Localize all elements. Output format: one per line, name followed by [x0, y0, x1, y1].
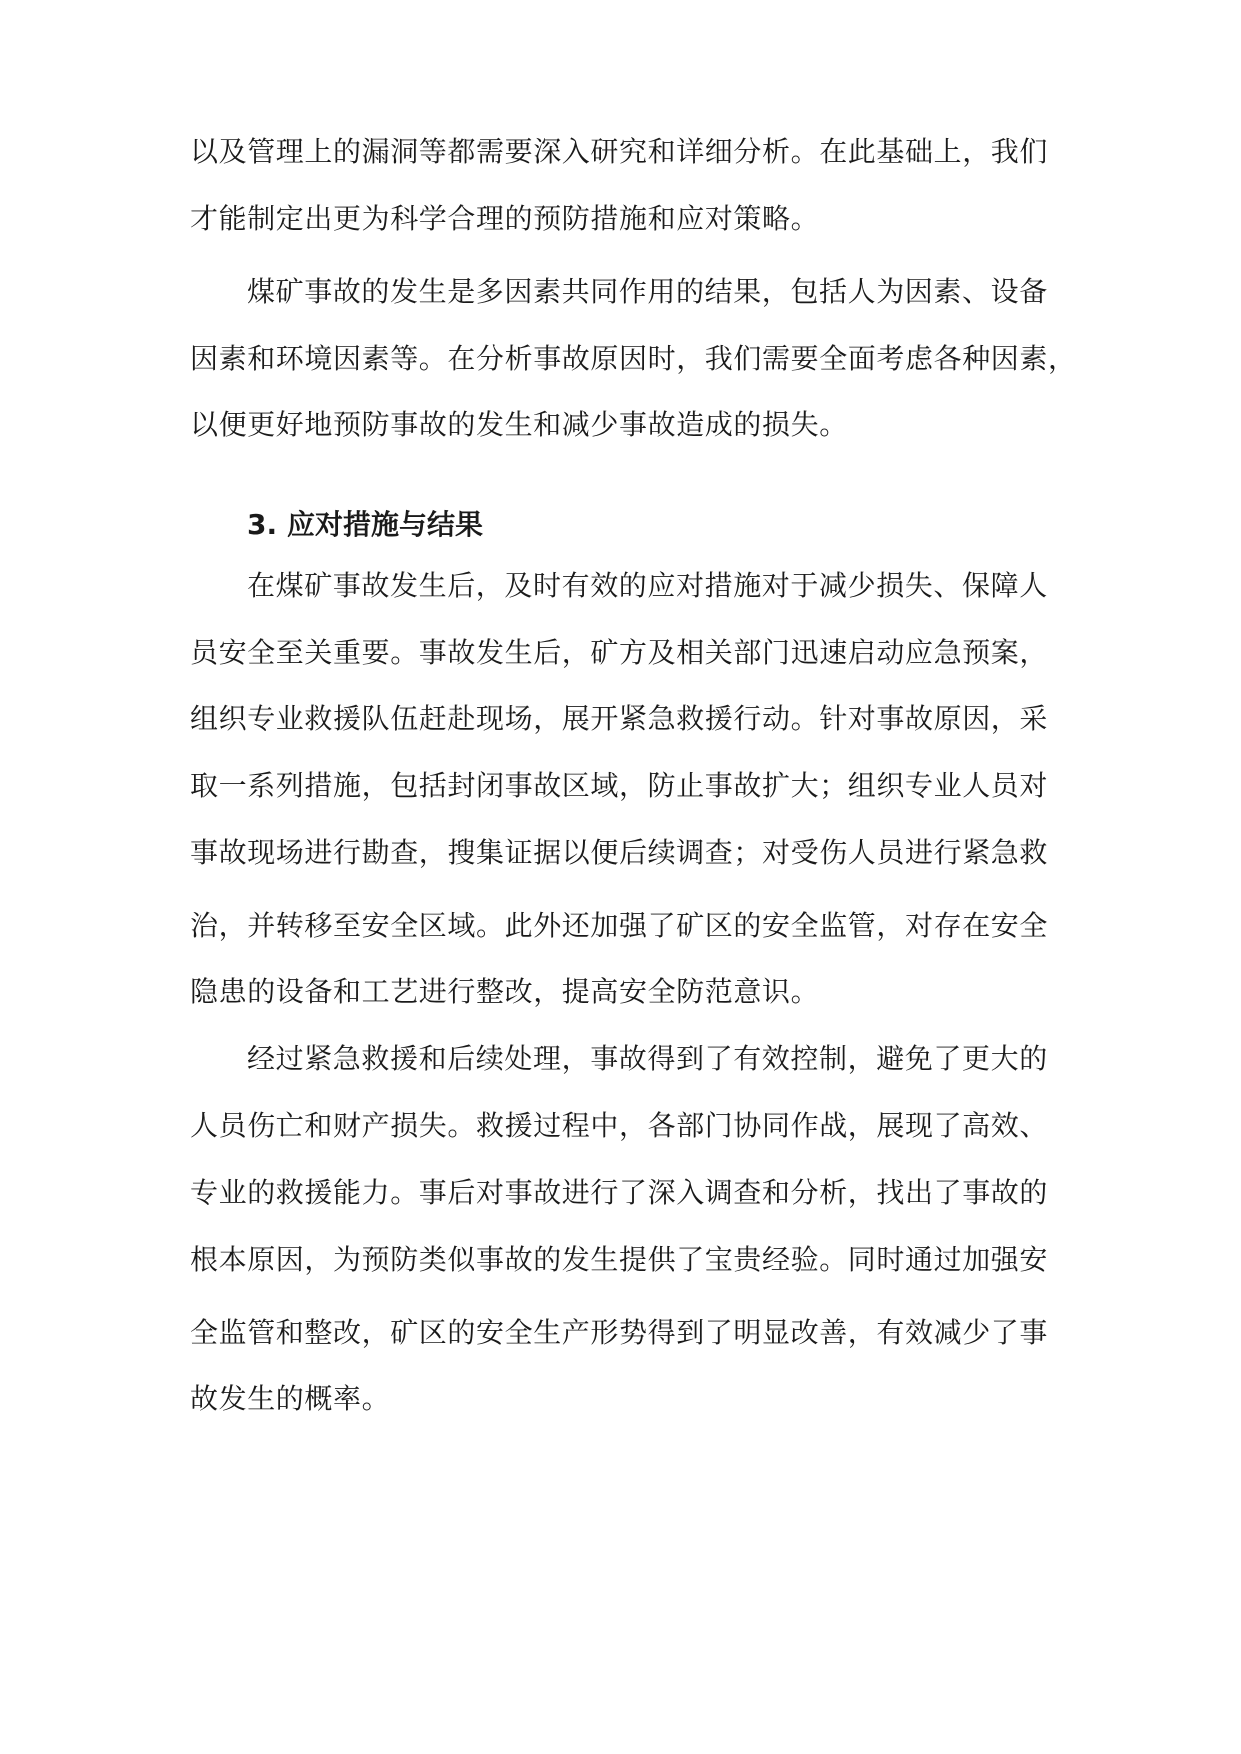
paragraph-2-line-1: 煤矿事故的发生是多因素共同作用的结果，包括人为因素、设备 — [247, 275, 1048, 308]
paragraph-2-line-2: 因素和环境因素等。在分析事故原因时，我们需要全面考虑各种因素， — [190, 342, 1077, 375]
section-paragraph-2-line-5: 全监管和整改，矿区的安全生产形势得到了明显改善，有效减少了事 — [190, 1316, 1049, 1349]
section-paragraph-1-line-3: 组织专业救援队伍赶赴现场，展开紧急救援行动。针对事故原因，采 — [190, 702, 1049, 735]
section-paragraph-2-line-6: 故发生的概率。 — [190, 1382, 391, 1415]
section-paragraph-2-line-3: 专业的救援能力。事后对事故进行了深入调查和分析，找出了事故的 — [190, 1176, 1049, 1209]
section-heading — [247, 505, 483, 545]
section-title: 应对措施与结果 — [287, 508, 484, 541]
section-paragraph-1-line-6: 治，并转移至安全区域。此外还加强了矿区的安全监管，对存在安全 — [190, 909, 1049, 942]
paragraph-1-line-1: 以及管理上的漏洞等都需要深入研究和详细分析。在此基础上，我们 — [190, 135, 1049, 168]
section-paragraph-1-line-5: 事故现场进行勘查，搜集证据以便后续调查；对受伤人员进行紧急救 — [190, 836, 1049, 869]
section-paragraph-2-line-2: 人员伤亡和财产损失。救援过程中，各部门协同作战，展现了高效、 — [190, 1109, 1049, 1142]
paragraph-2-line-3: 以便更好地预防事故的发生和减少事故造成的损失。 — [190, 408, 848, 441]
section-paragraph-1-line-4: 取一系列措施，包括封闭事故区域，防止事故扩大；组织专业人员对 — [190, 769, 1049, 802]
section-number: 3. — [247, 508, 278, 541]
section-paragraph-1-line-1: 在煤矿事故发生后，及时有效的应对措施对于减少损失、保障人 — [247, 569, 1048, 602]
paragraph-1-line-2: 才能制定出更为科学合理的预防措施和应对策略。 — [190, 202, 820, 235]
section-paragraph-2-line-1: 经过紧急救援和后续处理，事故得到了有效控制，避免了更大的 — [247, 1042, 1048, 1075]
section-paragraph-2-line-4: 根本原因，为预防类似事故的发生提供了宝贵经验。同时通过加强安 — [190, 1243, 1049, 1276]
section-paragraph-1-line-2: 员安全至关重要。事故发生后，矿方及相关部门迅速启动应急预案， — [190, 636, 1049, 669]
section-paragraph-1-line-7: 隐患的设备和工艺进行整改，提高安全防范意识。 — [190, 975, 820, 1008]
